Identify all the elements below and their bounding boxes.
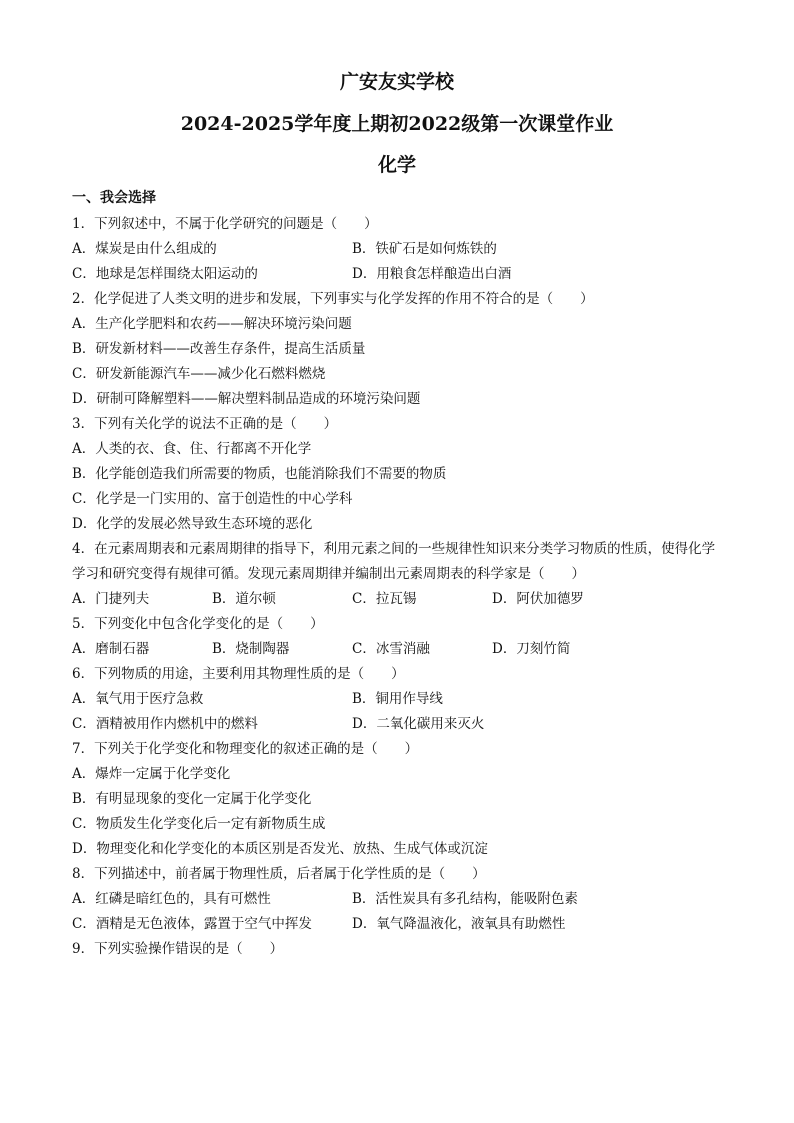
option: D．物理变化和化学变化的本质区别是否发光、放热、生成气体或沉淀 — [72, 841, 488, 857]
option: C．酒精是无色液体，露置于空气中挥发 — [72, 916, 312, 932]
option: A．生产化学肥料和农药——解决环境污染问题 — [72, 316, 352, 332]
option: B．铜用作导线 — [352, 691, 443, 707]
option: D．用粮食怎样酿造出白酒 — [352, 266, 512, 282]
option: B．铁矿石是如何炼铁的 — [352, 241, 497, 257]
option-row — [72, 687, 728, 712]
option: A．门捷列夫 — [72, 591, 150, 607]
option: B．道尔顿 — [212, 591, 276, 607]
option: A．爆炸一定属于化学变化 — [72, 766, 231, 782]
exam-title: 2024-2025学年度上期初2022级第一次课堂作业 — [180, 113, 614, 135]
option: C．冰雪消融 — [352, 641, 430, 657]
question-stem: 2．化学促进了人类文明的进步和发展，下列事实与化学发挥的作用不符合的是（ ） — [72, 291, 594, 307]
question-stem: 7．下列关于化学变化和物理变化的叙述正确的是（ ） — [72, 741, 419, 757]
option-row — [72, 637, 728, 662]
option: D．二氧化碳用来灭火 — [352, 716, 485, 732]
question-stem: 8．下列描述中，前者属于物理性质，后者属于化学性质的是（ ） — [72, 866, 486, 882]
option: B．活性炭具有多孔结构，能吸附色素 — [352, 891, 578, 907]
option: C．酒精被用作内燃机中的燃料 — [72, 716, 258, 732]
option-row — [72, 712, 728, 737]
option-row — [72, 587, 728, 612]
subject-title: 化学 — [377, 154, 416, 176]
option: C．物质发生化学变化后一定有新物质生成 — [72, 816, 326, 832]
option: B．化学能创造我们所需要的物质，也能消除我们不需要的物质 — [72, 466, 447, 482]
option: D．阿伏加德罗 — [492, 591, 584, 607]
option: B．烧制陶器 — [212, 641, 290, 657]
option: B．研发新材料——改善生存条件，提高生活质量 — [72, 341, 366, 357]
question-list — [72, 212, 728, 962]
option: D．化学的发展必然导致生态环境的恶化 — [72, 516, 313, 532]
option: C．化学是一门实用的、富于创造性的中心学科 — [72, 491, 353, 507]
option: D．刀刻竹简 — [492, 641, 571, 657]
option: C．地球是怎样围绕太阳运动的 — [72, 266, 258, 282]
option: C．研发新能源汽车——减少化石燃料燃烧 — [72, 366, 326, 382]
option: D．研制可降解塑料——解决塑料制品造成的环境污染问题 — [72, 391, 421, 407]
option: A．人类的衣、食、住、行都离不开化学 — [72, 441, 312, 457]
question-stem: 4．在元素周期表和元素周期律的指导下，利用元素之间的一些规律性知识来分类学习物质的性质，使得化学学习和研究变得有规律可循。发现元素周期律并编制出元素周期表的科学家是（ ） — [72, 541, 716, 582]
option: B．有明显现象的变化一定属于化学变化 — [72, 791, 312, 807]
option: A．红磷是暗红色的，具有可燃性 — [72, 891, 271, 907]
option-row — [72, 912, 728, 937]
question-stem: 1．下列叙述中，不属于化学研究的问题是（ ） — [72, 216, 378, 232]
option: C．拉瓦锡 — [352, 591, 417, 607]
question-stem: 6．下列物质的用途，主要利用其物理性质的是（ ） — [72, 666, 405, 682]
school-name: 广安友实学校 — [339, 71, 454, 93]
question-stem: 9．下列实验操作错误的是（ ） — [72, 941, 284, 957]
option-row — [72, 262, 728, 287]
option: A．煤炭是由什么组成的 — [72, 241, 217, 257]
section-heading: 一、我会选择 — [72, 190, 156, 206]
option: D．氧气降温液化，液氧具有助燃性 — [352, 916, 566, 932]
question-stem: 3．下列有关化学的说法不正确的是（ ） — [72, 416, 338, 432]
option-row — [72, 237, 728, 262]
option: A．磨制石器 — [72, 641, 150, 657]
question-stem: 5．下列变化中包含化学变化的是（ ） — [72, 616, 324, 632]
option: A．氧气用于医疗急救 — [72, 691, 204, 707]
option-row — [72, 887, 728, 912]
